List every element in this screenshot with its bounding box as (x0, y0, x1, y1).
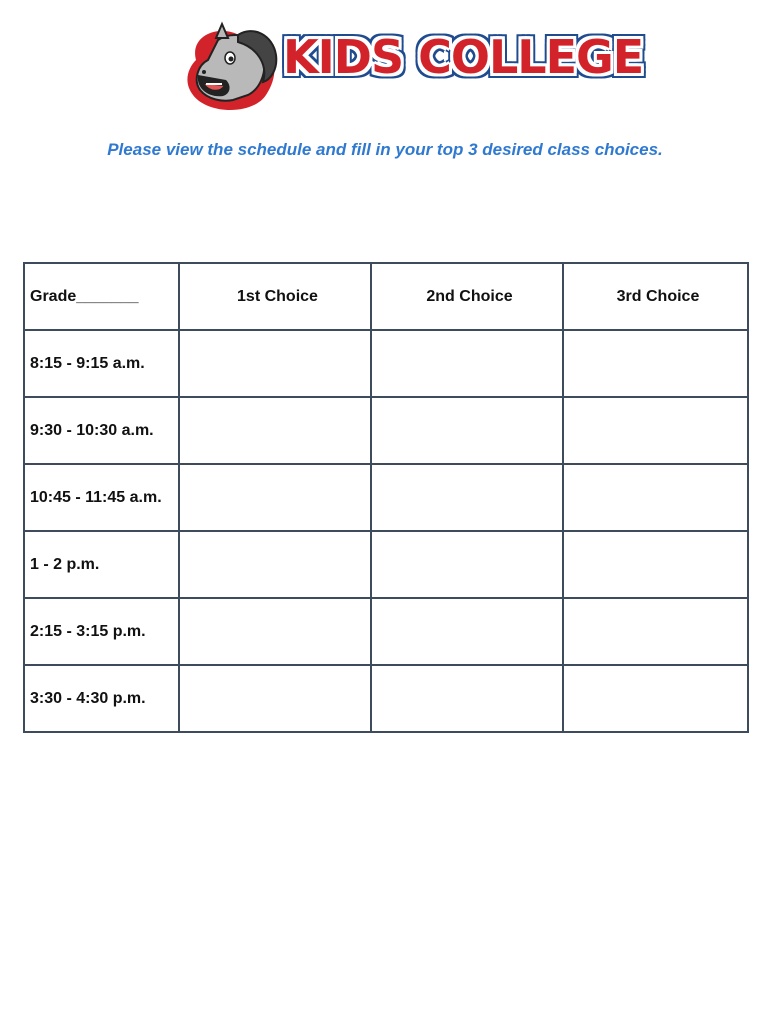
time-slot-label: 3:30 - 4:30 p.m. (24, 665, 179, 732)
third-choice-cell[interactable] (563, 397, 748, 464)
first-choice-cell[interactable] (179, 464, 371, 531)
horse-mascot-icon (178, 20, 288, 120)
table-row (24, 397, 748, 464)
table-row (24, 330, 748, 397)
second-choice-cell[interactable] (371, 464, 563, 531)
time-slot-label: 1 - 2 p.m. (24, 531, 179, 598)
table-row (24, 665, 748, 732)
second-choice-cell[interactable] (371, 598, 563, 665)
logo-wordmark: KIDS COLLEGE (283, 30, 644, 84)
third-choice-header: 3rd Choice (563, 263, 748, 330)
second-choice-cell[interactable] (371, 397, 563, 464)
third-choice-cell[interactable] (563, 665, 748, 732)
third-choice-cell[interactable] (563, 330, 748, 397)
time-slot-label: 9:30 - 10:30 a.m. (24, 397, 179, 464)
kids-college-logo (178, 20, 644, 120)
second-choice-cell[interactable] (371, 531, 563, 598)
class-choice-table (23, 262, 749, 733)
first-choice-cell[interactable] (179, 330, 371, 397)
grade-header[interactable]: Grade_______ (24, 263, 179, 330)
first-choice-cell[interactable] (179, 598, 371, 665)
second-choice-header: 2nd Choice (371, 263, 563, 330)
table-row (24, 531, 748, 598)
first-choice-cell[interactable] (179, 397, 371, 464)
third-choice-cell[interactable] (563, 598, 748, 665)
time-slot-label: 8:15 - 9:15 a.m. (24, 330, 179, 397)
table-row (24, 598, 748, 665)
second-choice-cell[interactable] (371, 665, 563, 732)
first-choice-cell[interactable] (179, 665, 371, 732)
table-header-row (24, 263, 748, 330)
first-choice-cell[interactable] (179, 531, 371, 598)
time-slot-label: 2:15 - 3:15 p.m. (24, 598, 179, 665)
instruction-text: Please view the schedule and fill in your top 3 desired class choices. (107, 140, 663, 159)
time-slot-label: 10:45 - 11:45 a.m. (24, 464, 179, 531)
third-choice-cell[interactable] (563, 464, 748, 531)
first-choice-header: 1st Choice (179, 263, 371, 330)
second-choice-cell[interactable] (371, 330, 563, 397)
table-row (24, 464, 748, 531)
third-choice-cell[interactable] (563, 531, 748, 598)
